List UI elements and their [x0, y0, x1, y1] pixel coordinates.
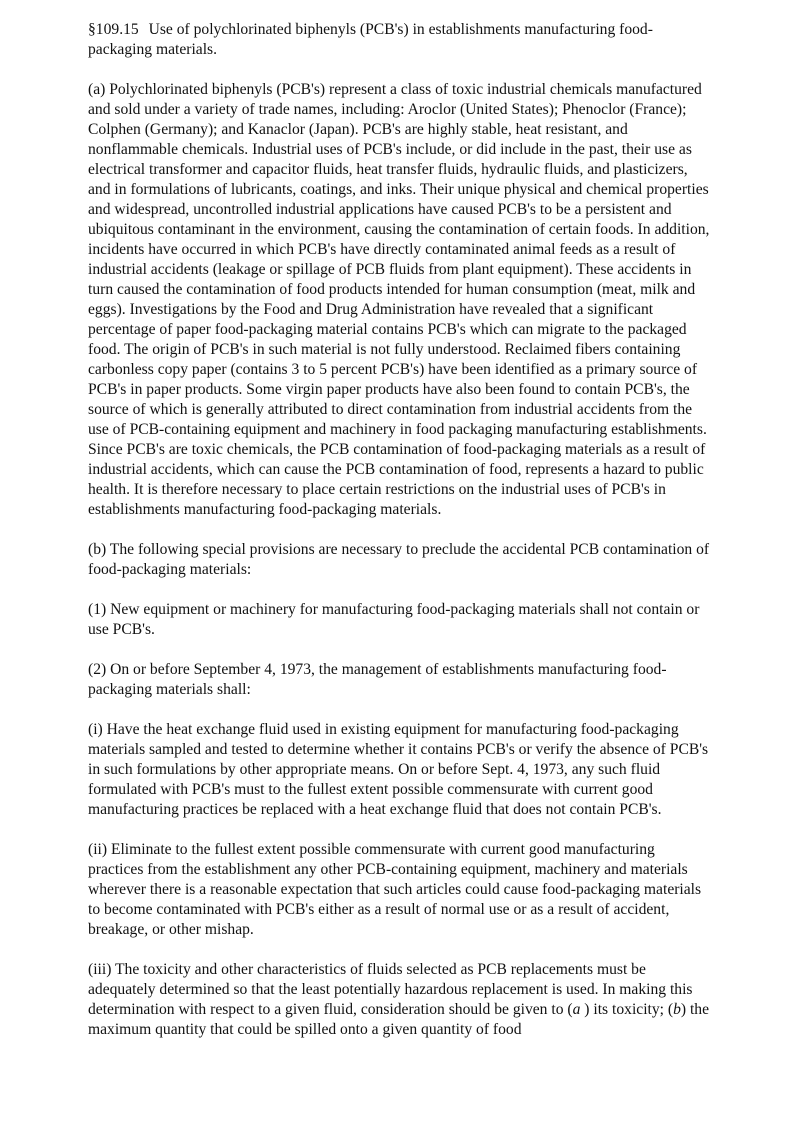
- section-title: Use of polychlorinated biphenyls (PCB's) in establishments manufacturing food-packaging materials.: [88, 21, 653, 58]
- paragraph-b2: (2) On or before September 4, 1973, the management of establishments manufacturing food-packaging materials shall:: [88, 661, 667, 698]
- paragraph-b2-i: (i) Have the heat exchange fluid used in existing equipment for manufacturing food-packaging materials sampled and tested to determine whether it contains PCB's or verify the absence of PCB's in such formulations by other appropriate means. On or before Sept. 4, 1973, any such fluid formulated with PCB's must to the fullest extent possible commensurate with current good manufacturing practices be replaced with a heat exchange fluid that does not contain PCB's.: [88, 721, 709, 818]
- section-number: §109.15: [88, 21, 139, 38]
- item-marker-a: a: [572, 1001, 581, 1018]
- paragraph-b2-iii-part3: ) the maximum quantity that could be spilled onto a given quantity of food: [88, 1001, 710, 1038]
- paragraph-b2-iii: [88, 960, 710, 1040]
- paragraph-b1: (1) New equipment or machinery for manufacturing food-packaging materials shall not contain or use PCB's.: [88, 601, 700, 638]
- paragraph-a: (a) Polychlorinated biphenyls (PCB's) represent a class of toxic industrial chemicals manufactured and sold under a variety of trade names, including: Aroclor (United States); Phenoclor (France); Colphen (Germany); and Kanaclor (Japan). PCB's are highly stable, heat resistant, and nonflammable chemicals. Industrial uses of PCB's include, or did include in the past, their use as electrical transformer and capacitor fluids, heat transfer fluids, hydraulic fluids, and plasticizers, and in formulations of lubricants, coatings, and inks. Their unique physical and chemical properties and widespread, uncontrolled industrial applications have caused PCB's to be a persistent and ubiquitous contaminant in the environment, causing the contamination of certain foods. In addition, incidents have occurred in which PCB's have directly contaminated animal feeds as a result of industrial accidents (leakage or spillage of PCB fluids from plant equipment). These accidents in turn caused the contamination of food products intended for human consumption (meat, milk and eggs). Investigations by the Food and Drug Administration have revealed that a significant percentage of paper food-packaging material contains PCB's which can migrate to the packaged food. The origin of PCB's in such material is not fully understood. Reclaimed fibers containing carbonless copy paper (contains 3 to 5 percent PCB's) have been identified as a primary source of PCB's in paper products. Some virgin paper products have also been found to contain PCB's, the source of which is generally attributed to direct contamination from industrial accidents from the use of PCB-containing equipment and machinery in food packaging manufacturing establishments. Since PCB's are toxic chemicals, the PCB contamination of food-packaging materials as a result of industrial accidents, which can cause the PCB contamination of food, represents a hazard to public health. It is therefore necessary to place certain restrictions on the industrial uses of PCB's in establishments manufacturing food-packaging materials.: [88, 81, 710, 518]
- document-page: [88, 20, 710, 1060]
- item-marker-b: b: [673, 1001, 681, 1018]
- paragraph-b: (b) The following special provisions are necessary to preclude the accidental PCB contamination of food-packaging materials:: [88, 541, 710, 578]
- paragraph-b2-iii-part2: ) its toxicity; (: [580, 1001, 674, 1018]
- paragraph-b2-ii: (ii) Eliminate to the fullest extent possible commensurate with current good manufacturing practices from the establishment any other PCB-containing equipment, machinery and materials wherever there is a reasonable expectation that such articles could cause food-packaging materials to become contaminated with PCB's either as a result of normal use or as a result of accident, breakage, or other mishap.: [88, 841, 702, 938]
- section-heading: [88, 20, 710, 60]
- paragraph-b2-iii-part1: (iii) The toxicity and other characteristics of fluids selected as PCB replacements must be adequately determined so that the least potentially hazardous replacement is used. In making this determination with respect to a given fluid, consideration should be given to (: [88, 961, 693, 1018]
